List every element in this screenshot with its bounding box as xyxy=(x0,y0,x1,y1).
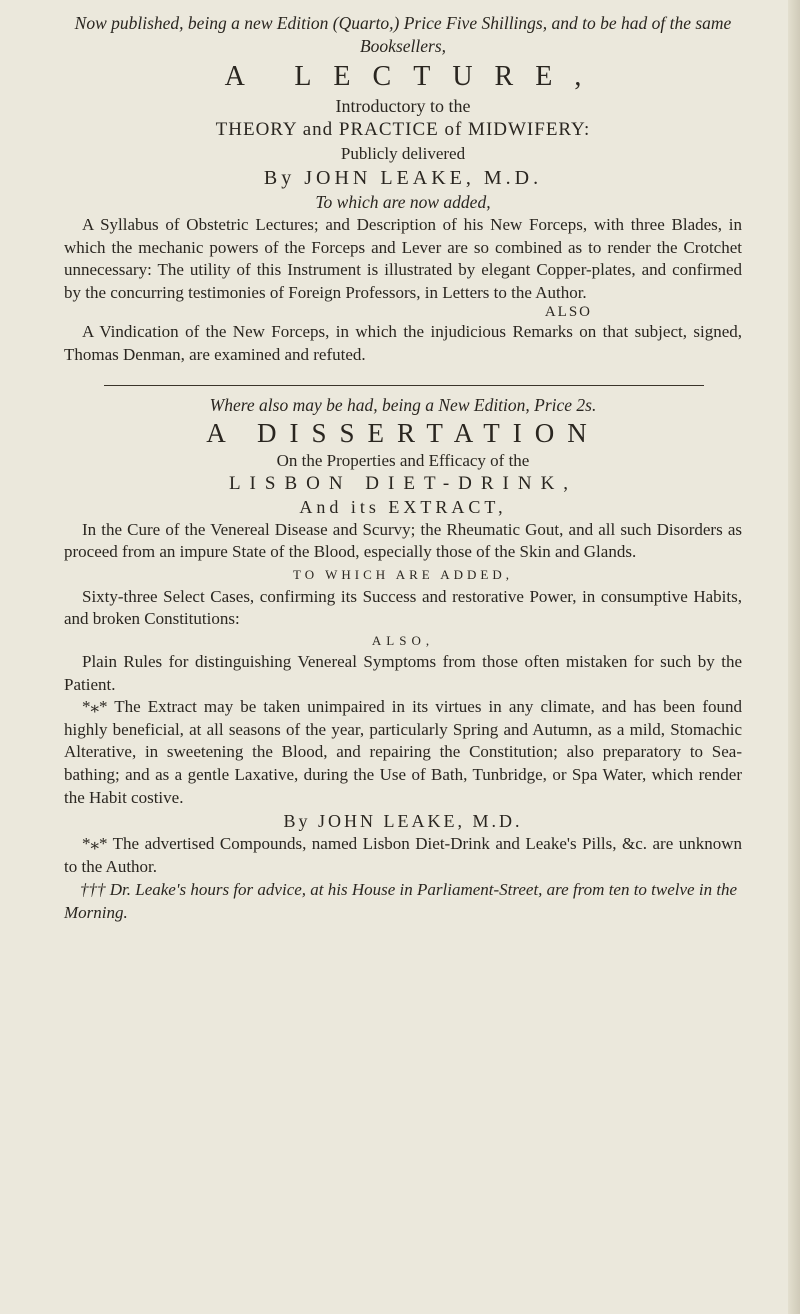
lecture-added: To which are now added, xyxy=(315,192,491,212)
lecture-vindication: A Vindication of the New Forceps, in which the injudicious Remarks on that subject, signed, Thomas Denman, are examined and refuted. xyxy=(64,322,742,364)
dissertation-title: A DISSERTATION xyxy=(206,417,600,448)
lecture-subject: THEORY and PRACTICE of MIDWIFERY: xyxy=(215,119,591,140)
dissertation-extract-note: *⁎* The Extract may be taken unimpaired in its virtues in any climate, and has been found highly beneficial, at all seasons of the year, particularly Spring and Autumn, as a mild, Stomachic Alterative, in sweetening the Blood, and repairing the Constitution; also preparatory to Sea-bathing; and as a gentle Laxative, during the Use of Bath, Tunbridge, or Spa Water, which render the Habit costive. xyxy=(64,697,742,807)
dissertation-intro: Where also may be had, being a New Edition, Price 2s. xyxy=(209,394,597,415)
lecture-delivered: Publicly delivered xyxy=(340,144,466,163)
lecture-author: By JOHN LEAKE, M.D. xyxy=(263,167,543,189)
dissertation-hours: ††† Dr. Leake's hours for advice, at his House in Parliament-Street, are from ten to twelve in the Morning. xyxy=(64,880,738,923)
dissertation-author: By JOHN LEAKE, M.D. xyxy=(283,811,523,832)
dissertation-properties: On the Properties and Efficacy of the xyxy=(276,450,530,470)
advert-lecture xyxy=(64,12,742,367)
divider-rule xyxy=(104,385,704,386)
lecture-intro: Now published, being a new Edition (Quarto,) Price Five Shillings, and to be had of the same Booksellers, xyxy=(74,13,732,56)
lecture-title: A LECTURE, xyxy=(224,61,604,92)
lecture-description: A Syllabus of Obstetric Lectures; and Description of his New Forceps, with three Blades, in which the mechanic powers of the Forceps and Lever are so combined as to render the Crotchet unnecessary: The utility of this Instrument is illustrated by elegant Copper-plates, and confirmed by the concurring testimonies of Foreign Professors, in Letters to the Author. xyxy=(64,215,742,302)
dissertation-drink: LISBON DIET-DRINK, xyxy=(228,472,578,494)
dissertation-also: ALSO, xyxy=(371,632,435,648)
dissertation-rules: Plain Rules for distinguishing Venereal Symptoms from those often mistaken for such by the Patient. xyxy=(64,651,742,694)
advert-column xyxy=(64,12,742,924)
dissertation-extract: And its EXTRACT, xyxy=(299,496,507,517)
lecture-also: ALSO xyxy=(544,304,592,321)
page-edge xyxy=(788,0,800,1314)
lecture-introductory: Introductory to the xyxy=(335,96,471,116)
dissertation-cure: In the Cure of the Venereal Disease and Scurvy; the Rheumatic Gout, and all such Disorders as proceed from an impure State of the Blood, especially those of the Skin and Glands. xyxy=(64,519,742,562)
advert-dissertation xyxy=(64,394,742,925)
dissertation-cases: Sixty-three Select Cases, confirming its Success and restorative Power, in consumptive Habits, and broken Constitutions: xyxy=(64,586,742,629)
dissertation-compounds-note: *⁎* The advertised Compounds, named Lisbon Diet-Drink and Leake's Pills, &c. are unknown to the Author. xyxy=(64,834,742,876)
dissertation-to-which: TO WHICH ARE ADDED, xyxy=(293,566,513,582)
